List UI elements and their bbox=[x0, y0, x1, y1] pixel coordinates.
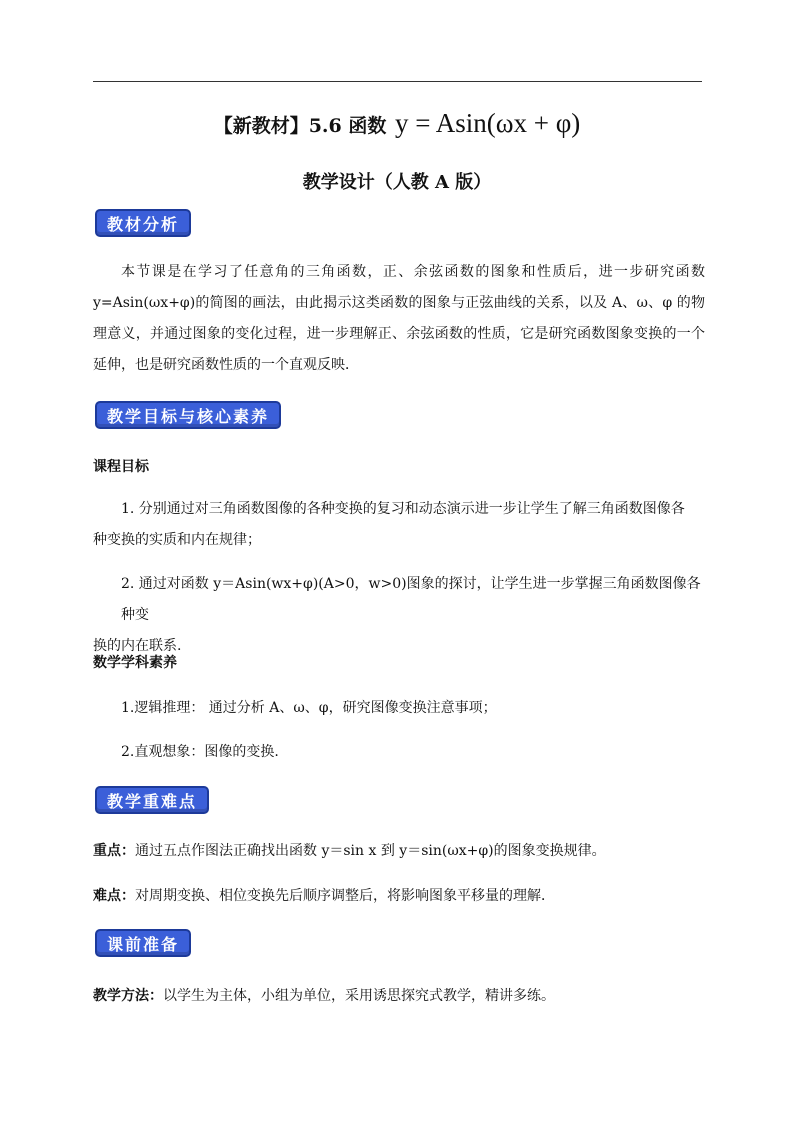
difficulty-text: 对周期变换、相位变换先后顺序调整后，将影响图象平移量的理解． bbox=[135, 888, 555, 904]
document-title bbox=[0, 108, 794, 139]
difficulty-label: 难点： bbox=[93, 888, 135, 904]
course-goal-item-2-line-1: 2. 通过对函数 y＝Asin(wx+φ)(A>0，w>0)图象的探讨，让学生进一步掌握三角函数图像各种变 bbox=[121, 576, 701, 623]
course-goal-item-1 bbox=[93, 494, 705, 556]
section-badge-key-points: 教学重难点 bbox=[95, 786, 209, 814]
key-point-line bbox=[93, 840, 705, 860]
method-line bbox=[93, 985, 705, 1005]
difficulty-line bbox=[93, 885, 705, 905]
literacy-item-2: 2.直观想象：图像的变换. bbox=[121, 744, 279, 760]
analysis-paragraph: 本节课是在学习了任意角的三角函数，正、余弦函数的图象和性质后，进一步研究函数 y=Asin(ωx+φ)的简图的画法，由此揭示这类函数的图象与正弦曲线的关系，以及 A、ω、φ 的物理意义，并通过图象的变化过程，进一步理解正、余弦函数的性质，它是研究函数图象变换的一个延伸，也是研究函数性质的一个直观反映． bbox=[93, 264, 705, 373]
literacy-item-1: 1.逻辑推理： 通过分析 A、ω、φ，研究图像变换注意事项； bbox=[121, 700, 497, 716]
title-formula: y = Asin(ωx + φ) bbox=[394, 108, 581, 138]
course-goal-item-1-line-1: 1. 分别通过对三角函数图像的各种变换的复习和动态演示进一步让学生了解三角函数图像各 bbox=[121, 501, 685, 517]
section-badge-preparation: 课前准备 bbox=[95, 929, 191, 957]
header-rule bbox=[93, 81, 702, 82]
course-goal-item-1-line-2: 种变换的实质和内在规律； bbox=[93, 532, 261, 548]
literacy-heading: 数学学科素养 bbox=[93, 655, 177, 671]
course-goals-heading: 课程目标 bbox=[93, 459, 149, 475]
section-badge-goals: 教学目标与核心素养 bbox=[95, 401, 281, 429]
course-goal-item-2-line-2: 换的内在联系. bbox=[93, 638, 182, 654]
key-point-label: 重点： bbox=[93, 843, 135, 859]
document-subtitle: 教学设计（人教 A 版） bbox=[302, 172, 492, 193]
course-goal-item-2 bbox=[93, 569, 705, 662]
method-text: 以学生为主体，小组为单位，采用诱思探究式教学，精讲多练。 bbox=[163, 988, 555, 1004]
key-point-text: 通过五点作图法正确找出函数 y＝sin x 到 y＝sin(ωx+φ)的图象变换规律。 bbox=[135, 843, 606, 859]
section-badge-analysis: 教材分析 bbox=[95, 209, 191, 237]
method-label: 教学方法： bbox=[93, 988, 163, 1004]
title-prefix: 【新教材】5.6 函数 bbox=[213, 115, 387, 137]
